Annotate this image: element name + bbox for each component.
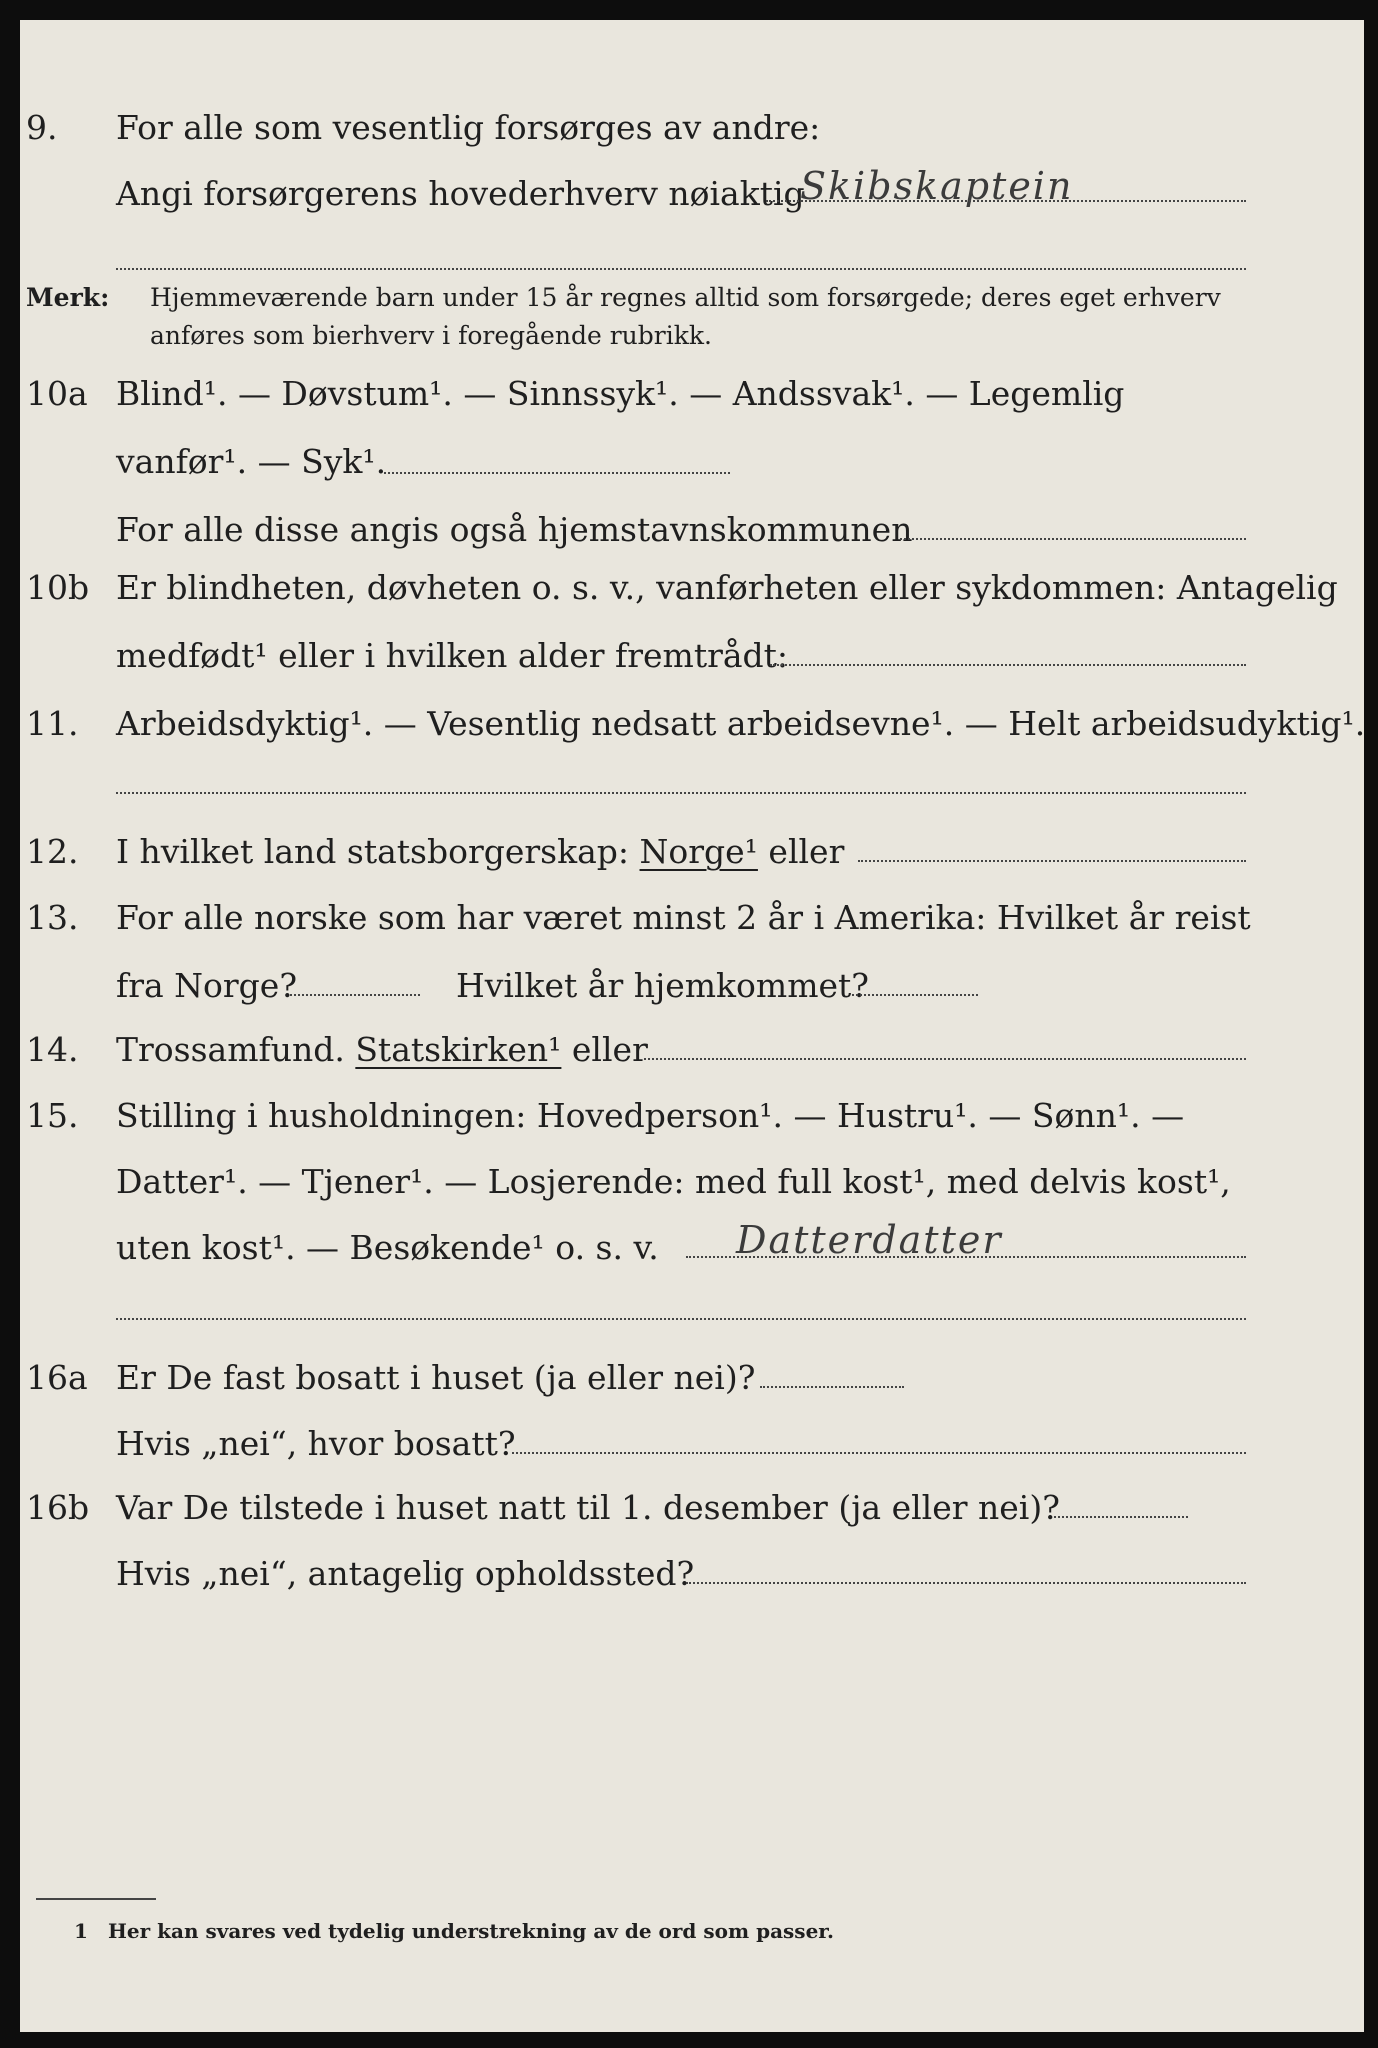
q11-number: 11. bbox=[26, 704, 79, 743]
q14-number: 14. bbox=[26, 1030, 79, 1069]
merk-label: Merk: bbox=[26, 283, 110, 312]
q13-line1: For alle norske som har været minst 2 år i Amerika: Hvilket år reist bbox=[116, 898, 1251, 937]
q15-extra-line bbox=[116, 1318, 1246, 1320]
q9-number: 9. bbox=[26, 108, 58, 147]
q16b-opholdssted-line bbox=[686, 1582, 1246, 1584]
footnote-text: Her kan svares ved tydelig understrekning av de ord som passer. bbox=[108, 1919, 834, 1943]
q9-handwritten-answer: Skibskaptein bbox=[800, 164, 1074, 208]
q14-text bbox=[116, 1030, 648, 1070]
q14-question: Trossamfund. bbox=[116, 1030, 345, 1069]
q16a-line2: Hvis „nei“, hvor bosatt? bbox=[116, 1424, 516, 1463]
q10a-kommune-line bbox=[900, 538, 1246, 540]
q10b-answer-line bbox=[770, 664, 1246, 666]
q13-reist-line bbox=[290, 994, 420, 996]
merk-line1: Hjemmeværende barn under 15 år regnes alltid som forsørgede; deres eget erhverv bbox=[150, 283, 1221, 312]
q15-answer-line bbox=[686, 1256, 1246, 1258]
q9-line1: For alle som vesentlig forsørges av andre: bbox=[116, 108, 821, 147]
q16b-line1: Var De tilstede i huset natt til 1. desember (ja eller nei)? bbox=[116, 1488, 1060, 1527]
q9-answer-line bbox=[766, 200, 1246, 202]
q12-norge-underlined: Norge¹ bbox=[639, 832, 758, 871]
q16b-answer-line bbox=[1054, 1516, 1188, 1518]
q15-line3: uten kost¹. — Besøkende¹ o. s. v. bbox=[116, 1228, 659, 1267]
q12-question: I hvilket land statsborgerskap: bbox=[116, 832, 630, 871]
q13-line2b: Hvilket år hjemkommet? bbox=[456, 966, 869, 1005]
q11-line1: Arbeidsdyktig¹. — Vesentlig nedsatt arbeidsevne¹. — Helt arbeidsudyktig¹. bbox=[116, 704, 1366, 743]
q13-line2a: fra Norge? bbox=[116, 966, 298, 1005]
q16a-answer-line bbox=[760, 1386, 904, 1388]
q12-number: 12. bbox=[26, 832, 79, 871]
q14-eller: eller bbox=[571, 1030, 648, 1069]
q12-answer-line bbox=[858, 860, 1246, 862]
q10a-line2: vanfør¹. — Syk¹. bbox=[116, 442, 387, 481]
q10b-line1: Er blindheten, døvheten o. s. v., vanførheten eller sykdommen: Antagelig bbox=[116, 568, 1338, 607]
q16a-line1: Er De fast bosatt i huset (ja eller nei)? bbox=[116, 1358, 756, 1397]
q16b-line2: Hvis „nei“, antagelig opholdssted? bbox=[116, 1554, 695, 1593]
q15-number: 15. bbox=[26, 1096, 79, 1135]
q14-answer-line bbox=[644, 1058, 1246, 1060]
q10a-line3: For alle disse angis også hjemstavnskommunen bbox=[116, 510, 913, 549]
q10a-line1: Blind¹. — Døvstum¹. — Sinnssyk¹. — Andssvak¹. — Legemlig bbox=[116, 374, 1125, 413]
q10a-number: 10a bbox=[26, 374, 88, 413]
q9-line2: Angi forsørgerens hovederhverv nøiaktig bbox=[116, 174, 805, 213]
q15-line2: Datter¹. — Tjener¹. — Losjerende: med full kost¹, med delvis kost¹, bbox=[116, 1162, 1231, 1201]
q10a-syk-line bbox=[384, 472, 730, 474]
q16a-bosatt-line bbox=[512, 1452, 1246, 1454]
q15-handwritten-answer: Datterdatter bbox=[736, 1218, 1003, 1262]
q10b-line2: medfødt¹ eller i hvilken alder fremtrådt: bbox=[116, 636, 789, 675]
q10b-number: 10b bbox=[26, 568, 90, 607]
q16a-number: 16a bbox=[26, 1358, 88, 1397]
q14-statskirken-underlined: Statskirken¹ bbox=[355, 1030, 562, 1069]
q15-line1: Stilling i husholdningen: Hovedperson¹. — Hustru¹. — Sønn¹. — bbox=[116, 1096, 1185, 1135]
q9-extra-line bbox=[116, 268, 1246, 270]
q11-extra-line bbox=[116, 792, 1246, 794]
footnote-mark: 1 bbox=[74, 1919, 88, 1943]
q16b-number: 16b bbox=[26, 1488, 90, 1527]
q13-number: 13. bbox=[26, 898, 79, 937]
merk-line2: anføres som bierhverv i foregående rubrikk. bbox=[150, 321, 712, 350]
q13-hjemkommet-line bbox=[852, 994, 978, 996]
footnote-rule bbox=[36, 1898, 156, 1900]
q12-eller: eller bbox=[768, 832, 845, 871]
q12-text bbox=[116, 832, 844, 872]
